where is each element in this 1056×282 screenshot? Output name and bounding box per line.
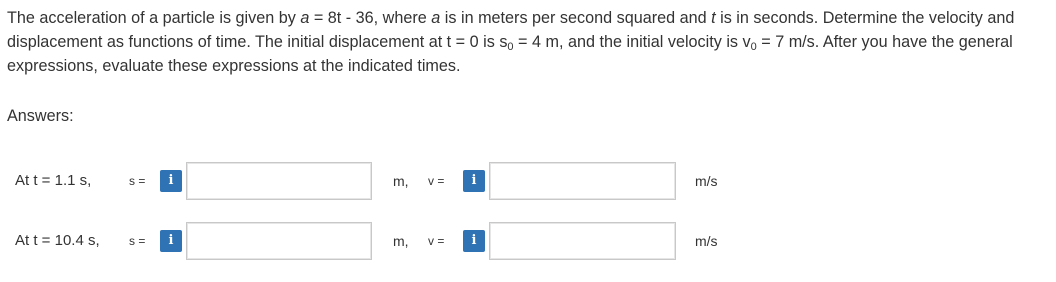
velocity-unit: m/s	[695, 233, 718, 249]
subscript: 0	[507, 41, 514, 53]
answer-row-2	[0, 222, 1056, 260]
problem-text: = 7 m/s. After you have the general expressions, evaluate these expressions at the indicated times.	[7, 33, 1013, 75]
problem-text: The acceleration of a particle is given by	[7, 9, 301, 27]
velocity-unit: m/s	[695, 173, 718, 189]
problem-text: is in meters per second squared and	[440, 9, 712, 27]
velocity-input[interactable]	[489, 222, 676, 260]
problem-text: = 4 m, and the initial velocity is v	[513, 33, 751, 51]
answers-label: Answers:	[7, 107, 74, 125]
velocity-label: v =	[428, 174, 445, 188]
time-variable: t	[711, 9, 716, 27]
info-icon[interactable]: i	[463, 230, 485, 252]
displacement-input[interactable]	[186, 222, 372, 260]
displacement-unit: m,	[393, 173, 409, 189]
displacement-input[interactable]	[186, 162, 372, 200]
displacement-unit: m,	[393, 233, 409, 249]
velocity-label: v =	[428, 234, 445, 248]
time-label: At t = 1.1 s,	[15, 172, 92, 189]
problem-text: is in seconds. Determine the velocity and displacement as functions of time. The initial displacement at t = 0 is s	[7, 9, 1015, 51]
problem-statement	[7, 6, 1052, 78]
info-icon[interactable]: i	[160, 230, 182, 252]
acceleration-variable: a	[300, 9, 310, 27]
displacement-label: s =	[129, 174, 146, 188]
info-icon[interactable]: i	[160, 170, 182, 192]
time-label: At t = 10.4 s,	[15, 232, 100, 249]
subscript: 0	[750, 41, 757, 53]
problem-text: = 8t - 36, where	[309, 9, 432, 27]
velocity-input[interactable]	[489, 162, 676, 200]
displacement-label: s =	[129, 234, 146, 248]
answer-row-1	[0, 162, 1056, 200]
info-icon[interactable]: i	[463, 170, 485, 192]
acceleration-variable: a	[431, 9, 441, 27]
